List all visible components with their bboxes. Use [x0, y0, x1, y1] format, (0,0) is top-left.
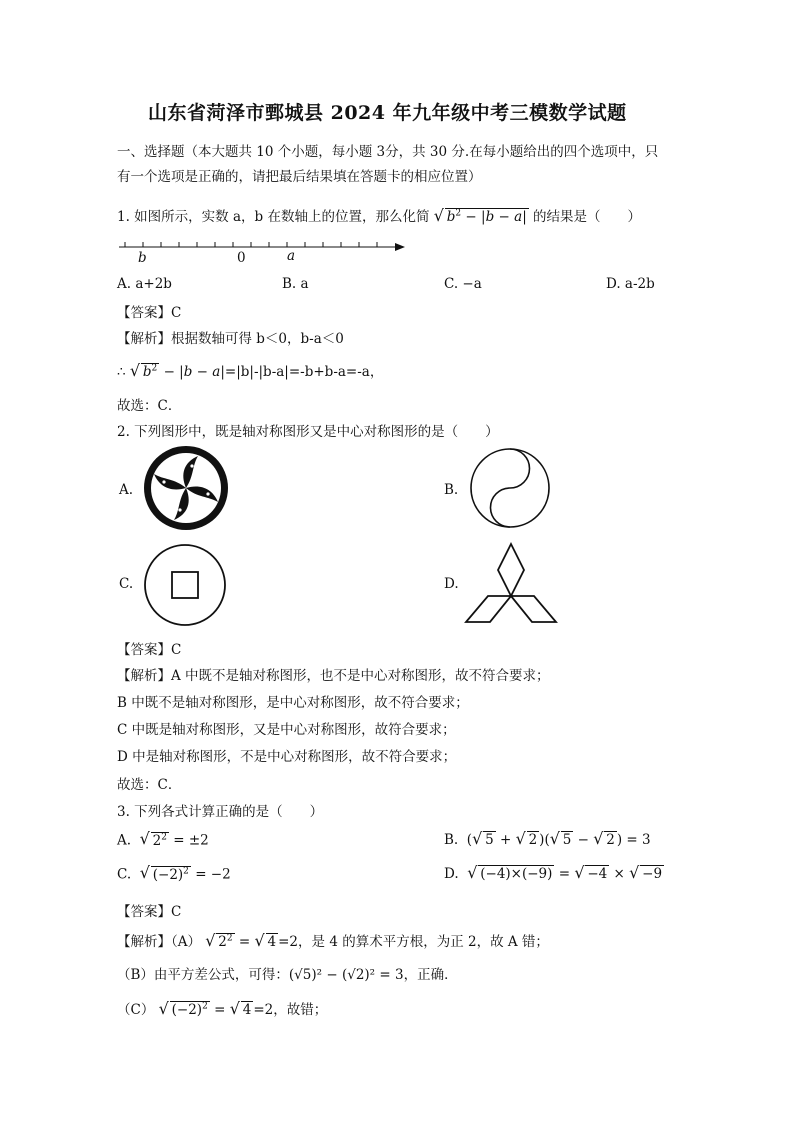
q2-figure-b-yinyang-icon: [468, 446, 552, 530]
q3-option-d-label: D.: [444, 866, 459, 882]
q3-option-b-label: B.: [444, 832, 459, 848]
q3-analysis-c-pre: （C）: [117, 1002, 155, 1018]
q1-option-b: B. a: [282, 276, 309, 292]
q1-derivation: ∴ √ $b^2 - |b - a|=|b|-|b-a|=-b+b-a=-a$，: [117, 360, 383, 380]
q3-option-b: B. (√ 5 + √ 2 )(√ 5 − √ 2 ) = 3: [444, 832, 651, 848]
q3-option-a-tail: = ±2: [168, 832, 209, 849]
q3-option-a: A. √ $2^2 = \pm 2$: [117, 832, 209, 849]
q3-option-b-tail: = 3: [622, 832, 651, 848]
q1-conclusion: 故选：C．: [117, 398, 182, 414]
q2-figure-a-pinwheel-icon: [140, 444, 232, 532]
page-title: 山东省菏泽市鄄城县 2024 年九年级中考三模数学试题: [148, 102, 627, 124]
q3-analysis-a-post: =2，是 4 的算术平方根，为正 2，故 A 错；: [278, 934, 549, 950]
q1-answer: 【答案】C: [117, 305, 182, 321]
q3-option-c-tail: = −2: [190, 866, 231, 883]
q1-sqrt-var: b: [446, 209, 456, 225]
q3-analysis-a: 【解析】（A） √ $2^2$ = √ 4 =2，是 4 的算术平方根，为正 2，故 A 错；: [117, 930, 549, 950]
q3-answer: 【答案】C: [117, 904, 182, 920]
q1-number-line: [117, 236, 407, 266]
q1-numberline-b: b: [138, 250, 147, 266]
q3-analysis-b: （B）由平方差公式，可得：(√5)² − (√2)² = 3，正确．: [117, 967, 458, 983]
q2-label-a: A.: [119, 482, 134, 498]
q3-option-d: D. √ (−4)×(−9) = √ −4 × √ −9: [444, 866, 664, 882]
q1-option-a: A. a+2b: [117, 276, 172, 292]
q3-analysis-c-post: =2，故错；: [253, 1002, 328, 1018]
q1-deriv-result: =|b|-|b-a|=-b+b-a=-a，: [224, 364, 384, 380]
q1-option-d: D. a-2b: [606, 276, 655, 292]
q1-therefore: ∴: [117, 364, 126, 380]
q1-abs-expr: b − a: [485, 209, 523, 225]
q1-stem-post: 的结果是（ ）: [533, 209, 642, 225]
q2-analysis-line2: B 中既不是轴对称图形，是中心对称图形，故不符合要求；: [117, 695, 469, 711]
q3-option-a-label: A.: [117, 832, 132, 849]
q1-sqrt: √ $b^2 - |b - a|$: [436, 209, 529, 226]
q1-deriv-sqrt: √ $b^2$: [132, 364, 159, 381]
q3-option-c: C. √ $(-2)^2 = -2$: [117, 866, 231, 883]
q1-option-c: C. −a: [444, 276, 482, 292]
q2-figure-d-triple-diamond-icon: [462, 542, 560, 626]
q1-deriv-sqrt-var: b: [142, 364, 152, 380]
q2-analysis-line4: D 中是轴对称图形，不是中心对称图形，故不符合要求；: [117, 749, 457, 765]
q1-numberline-a: a: [287, 248, 296, 264]
q3-stem: 3. 下列各式计算正确的是（ ）: [117, 804, 324, 820]
q2-label-c: C.: [119, 576, 134, 592]
q2-analysis-line3: C 中既是轴对称图形，又是中心对称图形，故符合要求；: [117, 722, 456, 738]
section-instructions-line2: 有一个选项是正确的，请把最后结果填在答题卡的相应位置）: [117, 169, 482, 185]
q2-stem: 2. 下列图形中，既是轴对称图形又是中心对称图形的是（ ）: [117, 424, 499, 440]
q1-numberline-zero: 0: [237, 250, 246, 266]
q3-analysis-a-pre: 【解析】（A）: [117, 934, 201, 950]
q2-answer: 【答案】C: [117, 642, 182, 658]
q2-conclusion: 故选：C．: [117, 777, 182, 793]
q1-analysis-label: 【解析】: [117, 331, 171, 347]
q1-analysis: [117, 327, 344, 347]
q1-analysis-text: 根据数轴可得 b＜0，b-a＜0: [171, 331, 344, 347]
section-instructions-line1: 一、选择题（本大题共 10 个小题，每小题 3分，共 30 分.在每小题给出的四个选项中，只: [117, 144, 659, 160]
q2-label-d: D.: [444, 576, 459, 592]
q3-analysis-c: （C） √ $(-2)^2$ = √ 4 =2，故错；: [117, 998, 327, 1018]
q1-stem-pre: 1. 如图所示，实数 a，b 在数轴上的位置，那么化简: [117, 209, 430, 225]
q1-deriv-abs-expr: b − a: [183, 364, 221, 380]
q1-stem: [117, 205, 641, 225]
q2-figure-c-coin-icon: [142, 542, 228, 628]
q2-analysis-line1: 【解析】A 中既不是轴对称图形，也不是中心对称图形，故不符合要求；: [117, 668, 550, 684]
q2-label-b: B.: [444, 482, 459, 498]
q3-option-c-label: C.: [117, 866, 132, 883]
